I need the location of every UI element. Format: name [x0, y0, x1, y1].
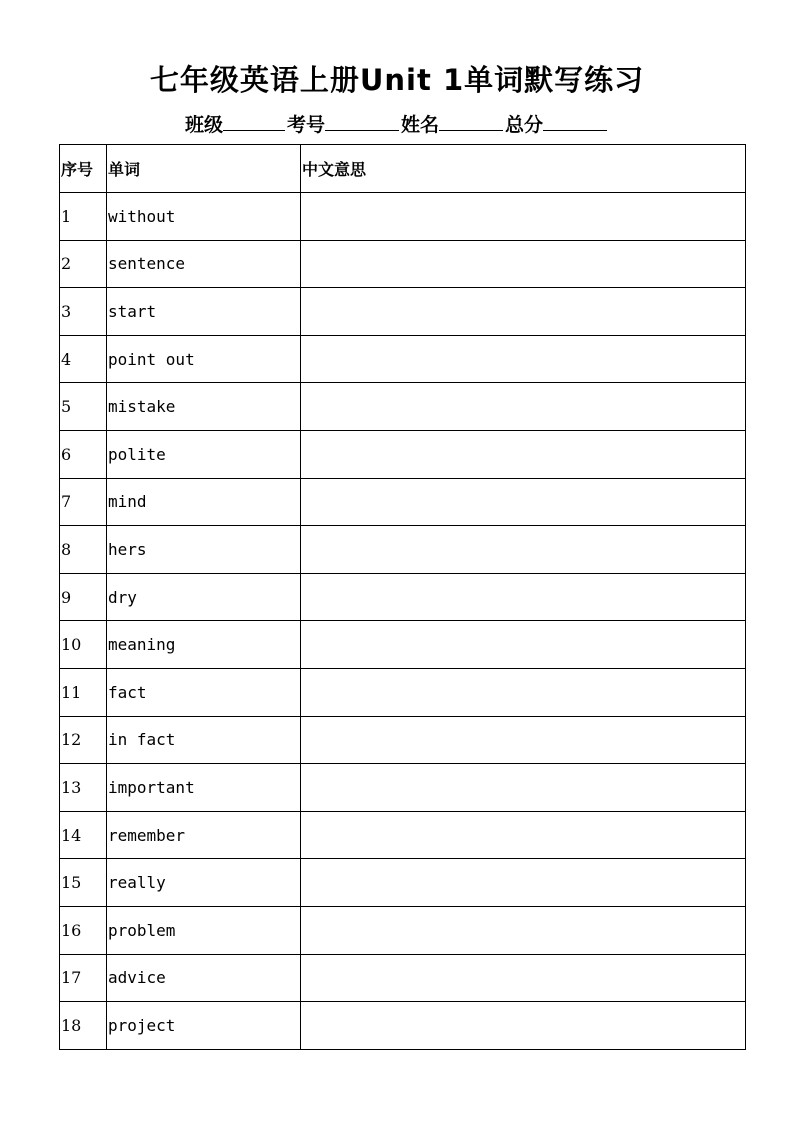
name-label: 姓名 — [401, 114, 440, 136]
row-meaning-answer[interactable] — [301, 526, 746, 574]
score-label: 总分 — [505, 114, 544, 136]
row-number: 10 — [60, 621, 107, 669]
name-blank[interactable] — [439, 110, 503, 131]
header-meaning: 中文意思 — [301, 145, 746, 193]
table-header-row — [60, 145, 746, 193]
row-number: 17 — [60, 954, 107, 1002]
row-word: fact — [107, 668, 301, 716]
table-row — [60, 668, 746, 716]
row-number: 4 — [60, 335, 107, 383]
row-meaning-answer[interactable] — [301, 859, 746, 907]
row-meaning-answer[interactable] — [301, 478, 746, 526]
row-word: advice — [107, 954, 301, 1002]
table-body — [60, 193, 746, 1050]
row-word: mistake — [107, 383, 301, 431]
vocabulary-table — [59, 144, 746, 1050]
student-info-line — [0, 110, 794, 139]
row-number: 12 — [60, 716, 107, 764]
row-word: remember — [107, 811, 301, 859]
row-meaning-answer[interactable] — [301, 621, 746, 669]
table-row — [60, 716, 746, 764]
row-number: 13 — [60, 764, 107, 812]
row-meaning-answer[interactable] — [301, 430, 746, 478]
row-meaning-answer[interactable] — [301, 573, 746, 621]
row-number: 7 — [60, 478, 107, 526]
row-word: problem — [107, 906, 301, 954]
row-number: 18 — [60, 1002, 107, 1050]
table-row — [60, 193, 746, 241]
table-row — [60, 383, 746, 431]
row-number: 3 — [60, 288, 107, 336]
row-number: 8 — [60, 526, 107, 574]
row-word: without — [107, 193, 301, 241]
row-word: polite — [107, 430, 301, 478]
table-row — [60, 478, 746, 526]
row-word: point out — [107, 335, 301, 383]
row-word: hers — [107, 526, 301, 574]
row-number: 6 — [60, 430, 107, 478]
row-number: 2 — [60, 240, 107, 288]
row-meaning-answer[interactable] — [301, 716, 746, 764]
row-meaning-answer[interactable] — [301, 906, 746, 954]
table-row — [60, 1002, 746, 1050]
row-number: 11 — [60, 668, 107, 716]
row-meaning-answer[interactable] — [301, 383, 746, 431]
row-meaning-answer[interactable] — [301, 288, 746, 336]
table-row — [60, 954, 746, 1002]
table-row — [60, 764, 746, 812]
class-label: 班级 — [184, 114, 223, 136]
row-number: 1 — [60, 193, 107, 241]
score-blank[interactable] — [543, 110, 607, 131]
number-label: 考号 — [286, 114, 325, 136]
row-word: start — [107, 288, 301, 336]
row-number: 15 — [60, 859, 107, 907]
table-row — [60, 335, 746, 383]
row-number: 14 — [60, 811, 107, 859]
table-row — [60, 621, 746, 669]
row-word: dry — [107, 573, 301, 621]
table-row — [60, 240, 746, 288]
table-row — [60, 430, 746, 478]
table-row — [60, 906, 746, 954]
row-number: 16 — [60, 906, 107, 954]
row-meaning-answer[interactable] — [301, 764, 746, 812]
table-row — [60, 526, 746, 574]
header-number: 序号 — [60, 145, 107, 193]
row-number: 9 — [60, 573, 107, 621]
row-meaning-answer[interactable] — [301, 335, 746, 383]
row-word: mind — [107, 478, 301, 526]
row-word: in fact — [107, 716, 301, 764]
row-number: 5 — [60, 383, 107, 431]
header-word: 单词 — [107, 145, 301, 193]
number-blank[interactable] — [325, 110, 399, 131]
table-row — [60, 859, 746, 907]
row-word: meaning — [107, 621, 301, 669]
table-row — [60, 573, 746, 621]
row-meaning-answer[interactable] — [301, 668, 746, 716]
row-meaning-answer[interactable] — [301, 193, 746, 241]
table-row — [60, 288, 746, 336]
row-word: project — [107, 1002, 301, 1050]
row-meaning-answer[interactable] — [301, 954, 746, 1002]
page-title: 七年级英语上册Unit 1单词默写练习 — [149, 63, 645, 97]
table-row — [60, 811, 746, 859]
row-word: sentence — [107, 240, 301, 288]
row-meaning-answer[interactable] — [301, 1002, 746, 1050]
row-meaning-answer[interactable] — [301, 811, 746, 859]
row-word: really — [107, 859, 301, 907]
row-meaning-answer[interactable] — [301, 240, 746, 288]
row-word: important — [107, 764, 301, 812]
class-blank[interactable] — [223, 110, 285, 131]
